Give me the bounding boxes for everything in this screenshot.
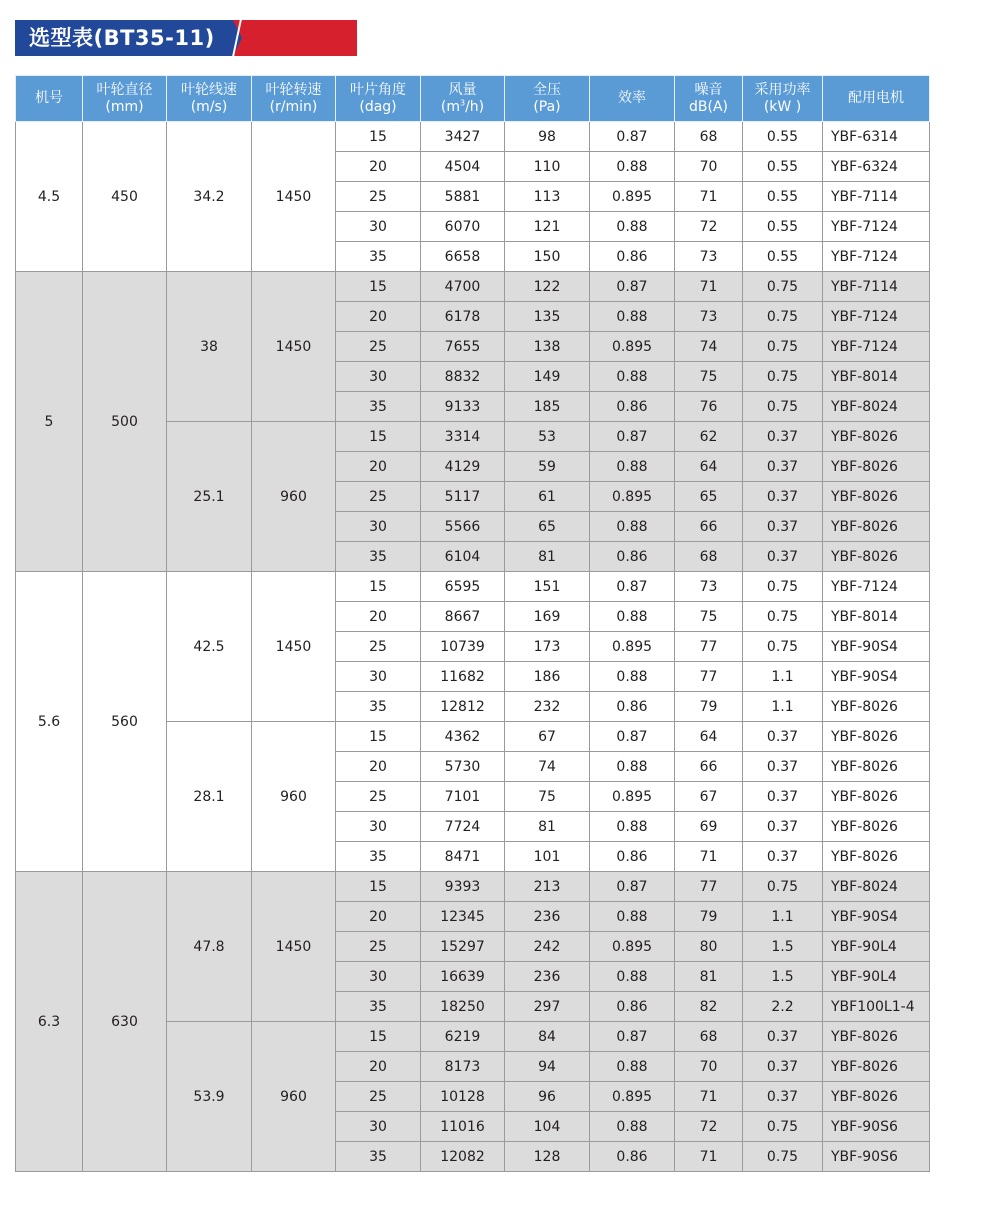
cell-efficiency: 0.88 [590, 362, 675, 392]
cell-pressure: 169 [505, 602, 590, 632]
cell-efficiency: 0.86 [590, 842, 675, 872]
cell-noise: 68 [675, 1022, 743, 1052]
cell-motor: YBF-90S4 [823, 902, 930, 932]
cell-airflow: 6178 [421, 302, 505, 332]
cell-blade-angle: 30 [336, 812, 421, 842]
cell-power: 1.5 [743, 932, 823, 962]
cell-power: 0.75 [743, 272, 823, 302]
cell-efficiency: 0.88 [590, 512, 675, 542]
cell-blade-angle: 15 [336, 872, 421, 902]
header-blade-angle: 叶片角度 (dag) [336, 76, 421, 122]
cell-power: 0.75 [743, 602, 823, 632]
selection-table [15, 75, 930, 1172]
cell-airflow: 6104 [421, 542, 505, 572]
cell-efficiency: 0.895 [590, 182, 675, 212]
cell-power: 0.75 [743, 302, 823, 332]
header-power: 采用功率 (kW ) [743, 76, 823, 122]
cell-model: 5 [16, 272, 83, 572]
cell-efficiency: 0.895 [590, 932, 675, 962]
cell-blade-angle: 15 [336, 122, 421, 152]
cell-efficiency: 0.87 [590, 722, 675, 752]
cell-rpm: 1450 [252, 572, 336, 722]
cell-pressure: 151 [505, 572, 590, 602]
cell-blade-angle: 25 [336, 182, 421, 212]
cell-motor: YBF-8024 [823, 872, 930, 902]
cell-blade-angle: 35 [336, 542, 421, 572]
cell-power: 0.37 [743, 812, 823, 842]
cell-blade-angle: 15 [336, 1022, 421, 1052]
header-airflow: 风量 $(m^3/h)$ [421, 76, 505, 122]
cell-blade-angle: 20 [336, 1052, 421, 1082]
cell-pressure: 213 [505, 872, 590, 902]
cell-motor: YBF-7124 [823, 212, 930, 242]
cell-noise: 79 [675, 902, 743, 932]
cell-blade-angle: 30 [336, 212, 421, 242]
cell-blade-angle: 30 [336, 1112, 421, 1142]
cell-power: 1.5 [743, 962, 823, 992]
cell-power: 0.75 [743, 332, 823, 362]
cell-tip-speed: 47.8 [167, 872, 252, 1022]
cell-blade-angle: 20 [336, 302, 421, 332]
cell-tip-speed: 25.1 [167, 422, 252, 572]
cell-pressure: 110 [505, 152, 590, 182]
cell-blade-angle: 25 [336, 1082, 421, 1112]
cell-noise: 71 [675, 842, 743, 872]
cell-pressure: 128 [505, 1142, 590, 1172]
cell-pressure: 122 [505, 272, 590, 302]
cell-airflow: 4700 [421, 272, 505, 302]
cell-pressure: 84 [505, 1022, 590, 1052]
cell-airflow: 11682 [421, 662, 505, 692]
cell-blade-angle: 30 [336, 362, 421, 392]
cell-pressure: 81 [505, 812, 590, 842]
cell-noise: 68 [675, 542, 743, 572]
cell-blade-angle: 20 [336, 602, 421, 632]
cell-noise: 72 [675, 1112, 743, 1142]
cell-power: 1.1 [743, 902, 823, 932]
cell-rpm: 960 [252, 1022, 336, 1172]
cell-airflow: 7101 [421, 782, 505, 812]
cell-blade-angle: 20 [336, 152, 421, 182]
cell-motor: YBF-90S6 [823, 1112, 930, 1142]
cell-noise: 73 [675, 572, 743, 602]
header-motor: 配用电机 [823, 76, 930, 122]
cell-power: 0.37 [743, 452, 823, 482]
cell-efficiency: 0.88 [590, 302, 675, 332]
cell-motor: YBF-90S6 [823, 1142, 930, 1172]
cell-motor: YBF-90S4 [823, 632, 930, 662]
cell-diameter: 500 [83, 272, 167, 572]
cell-airflow: 12082 [421, 1142, 505, 1172]
cell-motor: YBF-8014 [823, 602, 930, 632]
cell-noise: 73 [675, 242, 743, 272]
cell-motor: YBF-90L4 [823, 962, 930, 992]
cell-model: 6.3 [16, 872, 83, 1172]
cell-power: 0.37 [743, 1082, 823, 1112]
cell-pressure: 59 [505, 452, 590, 482]
cell-power: 0.55 [743, 212, 823, 242]
cell-airflow: 16639 [421, 962, 505, 992]
cell-blade-angle: 35 [336, 992, 421, 1022]
cell-noise: 79 [675, 692, 743, 722]
cell-efficiency: 0.88 [590, 452, 675, 482]
cell-airflow: 3427 [421, 122, 505, 152]
cell-noise: 66 [675, 512, 743, 542]
cell-motor: YBF-7114 [823, 182, 930, 212]
cell-pressure: 53 [505, 422, 590, 452]
cell-power: 0.37 [743, 722, 823, 752]
cell-blade-angle: 25 [336, 332, 421, 362]
table-header-row [16, 76, 930, 122]
cell-airflow: 15297 [421, 932, 505, 962]
cell-noise: 77 [675, 662, 743, 692]
cell-power: 0.37 [743, 512, 823, 542]
cell-airflow: 4129 [421, 452, 505, 482]
cell-motor: YBF-8026 [823, 422, 930, 452]
cell-pressure: 236 [505, 962, 590, 992]
header-diameter: 叶轮直径 (mm) [83, 76, 167, 122]
cell-diameter: 560 [83, 572, 167, 872]
cell-motor: YBF-8026 [823, 782, 930, 812]
cell-airflow: 9133 [421, 392, 505, 422]
cell-power: 0.37 [743, 482, 823, 512]
cell-airflow: 8832 [421, 362, 505, 392]
cell-blade-angle: 35 [336, 842, 421, 872]
cell-noise: 70 [675, 1052, 743, 1082]
cell-pressure: 75 [505, 782, 590, 812]
cell-rpm: 1450 [252, 272, 336, 422]
cell-motor: YBF-8024 [823, 392, 930, 422]
cell-efficiency: 0.88 [590, 1112, 675, 1142]
cell-tip-speed: 53.9 [167, 1022, 252, 1172]
cell-noise: 82 [675, 992, 743, 1022]
cell-pressure: 173 [505, 632, 590, 662]
cell-pressure: 186 [505, 662, 590, 692]
cell-model: 5.6 [16, 572, 83, 872]
cell-noise: 65 [675, 482, 743, 512]
cell-efficiency: 0.88 [590, 662, 675, 692]
cell-noise: 81 [675, 962, 743, 992]
cell-airflow: 9393 [421, 872, 505, 902]
cell-efficiency: 0.87 [590, 122, 675, 152]
cell-efficiency: 0.86 [590, 242, 675, 272]
cell-airflow: 10739 [421, 632, 505, 662]
cell-noise: 72 [675, 212, 743, 242]
cell-efficiency: 0.88 [590, 812, 675, 842]
cell-noise: 80 [675, 932, 743, 962]
cell-airflow: 7724 [421, 812, 505, 842]
cell-blade-angle: 15 [336, 572, 421, 602]
cell-motor: YBF-7124 [823, 302, 930, 332]
cell-efficiency: 0.88 [590, 1052, 675, 1082]
cell-airflow: 6658 [421, 242, 505, 272]
cell-noise: 75 [675, 362, 743, 392]
cell-noise: 75 [675, 602, 743, 632]
cell-pressure: 96 [505, 1082, 590, 1112]
cell-efficiency: 0.87 [590, 272, 675, 302]
cell-power: 0.37 [743, 842, 823, 872]
model-group [16, 272, 930, 572]
cell-power: 0.55 [743, 182, 823, 212]
cell-pressure: 242 [505, 932, 590, 962]
cell-motor: YBF100L1-4 [823, 992, 930, 1022]
cell-efficiency: 0.895 [590, 482, 675, 512]
cell-pressure: 74 [505, 752, 590, 782]
cell-pressure: 150 [505, 242, 590, 272]
cell-efficiency: 0.86 [590, 992, 675, 1022]
cell-blade-angle: 30 [336, 662, 421, 692]
cell-noise: 76 [675, 392, 743, 422]
cell-blade-angle: 35 [336, 692, 421, 722]
cell-efficiency: 0.88 [590, 962, 675, 992]
cell-noise: 64 [675, 722, 743, 752]
cell-motor: YBF-8026 [823, 452, 930, 482]
cell-efficiency: 0.895 [590, 1082, 675, 1112]
cell-blade-angle: 25 [336, 482, 421, 512]
cell-efficiency: 0.88 [590, 902, 675, 932]
cell-pressure: 138 [505, 332, 590, 362]
cell-pressure: 297 [505, 992, 590, 1022]
cell-noise: 71 [675, 1082, 743, 1112]
cell-noise: 67 [675, 782, 743, 812]
cell-motor: YBF-8026 [823, 1022, 930, 1052]
table-row [16, 872, 930, 902]
cell-pressure: 104 [505, 1112, 590, 1142]
cell-pressure: 94 [505, 1052, 590, 1082]
cell-blade-angle: 20 [336, 752, 421, 782]
cell-efficiency: 0.88 [590, 212, 675, 242]
cell-efficiency: 0.86 [590, 542, 675, 572]
cell-blade-angle: 30 [336, 512, 421, 542]
cell-airflow: 8667 [421, 602, 505, 632]
table-row [16, 572, 930, 602]
cell-airflow: 5730 [421, 752, 505, 782]
cell-power: 0.37 [743, 782, 823, 812]
cell-power: 0.37 [743, 1052, 823, 1082]
cell-airflow: 11016 [421, 1112, 505, 1142]
cell-pressure: 81 [505, 542, 590, 572]
cell-airflow: 4362 [421, 722, 505, 752]
cell-motor: YBF-8026 [823, 542, 930, 572]
cell-airflow: 3314 [421, 422, 505, 452]
cell-noise: 68 [675, 122, 743, 152]
cell-motor: YBF-8026 [823, 1082, 930, 1112]
cell-efficiency: 0.87 [590, 422, 675, 452]
cell-motor: YBF-7124 [823, 572, 930, 602]
cell-blade-angle: 20 [336, 452, 421, 482]
cell-noise: 77 [675, 632, 743, 662]
cell-power: 0.75 [743, 1142, 823, 1172]
cell-diameter: 630 [83, 872, 167, 1172]
cell-airflow: 8471 [421, 842, 505, 872]
cell-power: 0.55 [743, 152, 823, 182]
title-banner [15, 20, 357, 56]
cell-power: 0.75 [743, 632, 823, 662]
cell-power: 1.1 [743, 692, 823, 722]
cell-rpm: 960 [252, 722, 336, 872]
cell-power: 0.37 [743, 1022, 823, 1052]
cell-tip-speed: 38 [167, 272, 252, 422]
cell-efficiency: 0.88 [590, 152, 675, 182]
cell-motor: YBF-8014 [823, 362, 930, 392]
cell-pressure: 101 [505, 842, 590, 872]
cell-blade-angle: 25 [336, 932, 421, 962]
cell-pressure: 236 [505, 902, 590, 932]
cell-efficiency: 0.895 [590, 782, 675, 812]
cell-blade-angle: 25 [336, 632, 421, 662]
cell-power: 0.37 [743, 542, 823, 572]
cell-airflow: 4504 [421, 152, 505, 182]
cell-motor: YBF-8026 [823, 752, 930, 782]
cell-model: 4.5 [16, 122, 83, 272]
cell-motor: YBF-8026 [823, 1052, 930, 1082]
table-row [16, 272, 930, 302]
cell-pressure: 61 [505, 482, 590, 512]
cell-power: 0.55 [743, 242, 823, 272]
cell-motor: YBF-7114 [823, 272, 930, 302]
cell-efficiency: 0.87 [590, 572, 675, 602]
cell-noise: 69 [675, 812, 743, 842]
cell-airflow: 12345 [421, 902, 505, 932]
cell-motor: YBF-90S4 [823, 662, 930, 692]
cell-motor: YBF-8026 [823, 722, 930, 752]
title-banner-blue [15, 20, 233, 56]
cell-efficiency: 0.87 [590, 1022, 675, 1052]
cell-efficiency: 0.86 [590, 392, 675, 422]
model-group [16, 122, 930, 272]
cell-noise: 71 [675, 272, 743, 302]
cell-motor: YBF-90L4 [823, 932, 930, 962]
cell-efficiency: 0.87 [590, 872, 675, 902]
cell-pressure: 135 [505, 302, 590, 332]
cell-noise: 64 [675, 452, 743, 482]
cell-power: 1.1 [743, 662, 823, 692]
cell-blade-angle: 15 [336, 722, 421, 752]
cell-efficiency: 0.895 [590, 332, 675, 362]
cell-airflow: 7655 [421, 332, 505, 362]
cell-power: 0.75 [743, 572, 823, 602]
cell-blade-angle: 35 [336, 392, 421, 422]
cell-blade-angle: 35 [336, 242, 421, 272]
cell-efficiency: 0.88 [590, 752, 675, 782]
cell-power: 0.37 [743, 422, 823, 452]
cell-motor: YBF-8026 [823, 482, 930, 512]
table-row [16, 122, 930, 152]
cell-motor: YBF-8026 [823, 812, 930, 842]
cell-noise: 73 [675, 302, 743, 332]
cell-blade-angle: 15 [336, 422, 421, 452]
cell-power: 0.75 [743, 1112, 823, 1142]
cell-airflow: 12812 [421, 692, 505, 722]
cell-pressure: 149 [505, 362, 590, 392]
header-pressure: 全压 (Pa) [505, 76, 590, 122]
cell-blade-angle: 30 [336, 962, 421, 992]
cell-pressure: 65 [505, 512, 590, 542]
cell-airflow: 6070 [421, 212, 505, 242]
cell-noise: 66 [675, 752, 743, 782]
cell-blade-angle: 25 [336, 782, 421, 812]
cell-power: 0.75 [743, 392, 823, 422]
cell-diameter: 450 [83, 122, 167, 272]
header-efficiency: 效率 [590, 76, 675, 122]
model-group [16, 872, 930, 1172]
cell-noise: 70 [675, 152, 743, 182]
cell-airflow: 5881 [421, 182, 505, 212]
cell-motor: YBF-8026 [823, 692, 930, 722]
cell-airflow: 6595 [421, 572, 505, 602]
cell-rpm: 1450 [252, 122, 336, 272]
cell-blade-angle: 20 [336, 902, 421, 932]
cell-airflow: 6219 [421, 1022, 505, 1052]
model-group [16, 572, 930, 872]
cell-noise: 77 [675, 872, 743, 902]
cell-airflow: 8173 [421, 1052, 505, 1082]
cell-motor: YBF-6324 [823, 152, 930, 182]
cell-noise: 71 [675, 1142, 743, 1172]
cell-power: 0.75 [743, 362, 823, 392]
cell-efficiency: 0.88 [590, 602, 675, 632]
cell-efficiency: 0.86 [590, 692, 675, 722]
cell-power: 2.2 [743, 992, 823, 1022]
cell-noise: 71 [675, 182, 743, 212]
cell-motor: YBF-8026 [823, 512, 930, 542]
cell-airflow: 5566 [421, 512, 505, 542]
cell-noise: 62 [675, 422, 743, 452]
cell-motor: YBF-8026 [823, 842, 930, 872]
header-rpm: 叶轮转速 (r/min) [252, 76, 336, 122]
page-title: 选型表(BT35-11) [29, 26, 215, 50]
cell-motor: YBF-6314 [823, 122, 930, 152]
header-model: 机号 [16, 76, 83, 122]
cell-blade-angle: 15 [336, 272, 421, 302]
cell-noise: 74 [675, 332, 743, 362]
header-tip-speed: 叶轮线速 (m/s) [167, 76, 252, 122]
cell-motor: YBF-7124 [823, 332, 930, 362]
airflow-unit: $(m^3/h)$ [440, 97, 485, 115]
cell-tip-speed: 34.2 [167, 122, 252, 272]
cell-pressure: 185 [505, 392, 590, 422]
cell-power: 0.37 [743, 752, 823, 782]
cell-tip-speed: 28.1 [167, 722, 252, 872]
cell-motor: YBF-7124 [823, 242, 930, 272]
cell-rpm: 960 [252, 422, 336, 572]
cell-rpm: 1450 [252, 872, 336, 1022]
cell-airflow: 5117 [421, 482, 505, 512]
cell-tip-speed: 42.5 [167, 572, 252, 722]
cell-airflow: 10128 [421, 1082, 505, 1112]
cell-efficiency: 0.895 [590, 632, 675, 662]
cell-power: 0.75 [743, 872, 823, 902]
cell-pressure: 67 [505, 722, 590, 752]
header-noise: 噪音 dB(A) [675, 76, 743, 122]
cell-pressure: 232 [505, 692, 590, 722]
cell-blade-angle: 35 [336, 1142, 421, 1172]
cell-airflow: 18250 [421, 992, 505, 1022]
cell-power: 0.55 [743, 122, 823, 152]
cell-pressure: 121 [505, 212, 590, 242]
cell-efficiency: 0.86 [590, 1142, 675, 1172]
cell-pressure: 113 [505, 182, 590, 212]
cell-pressure: 98 [505, 122, 590, 152]
